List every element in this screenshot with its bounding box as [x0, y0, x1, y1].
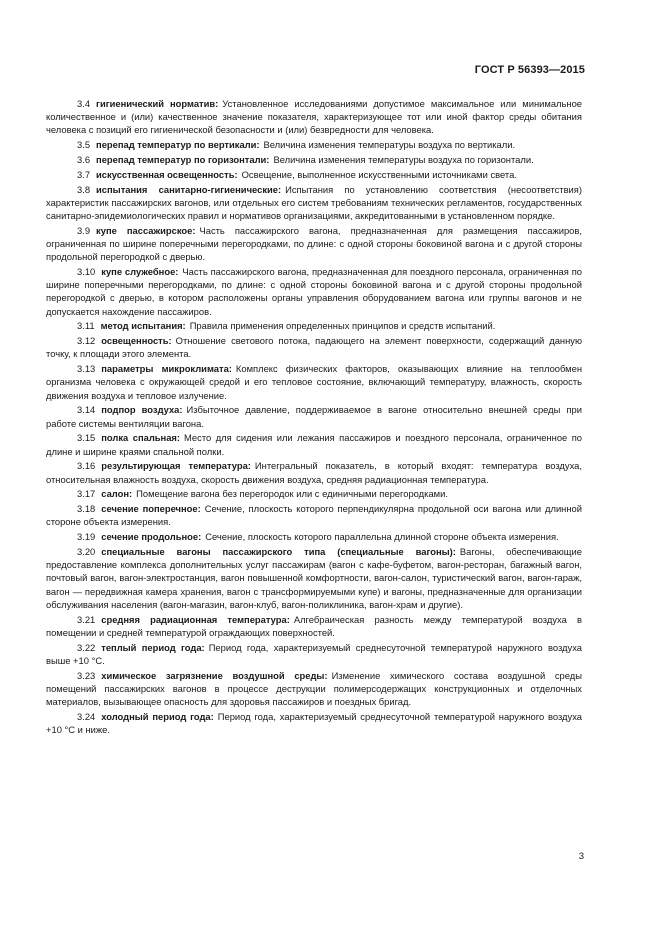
definition-entry	[46, 153, 582, 166]
definitions-list	[46, 97, 582, 738]
definition-term: холодный период года:	[101, 710, 214, 722]
definition-text: Правила применения определенных принципов и средств испытаний.	[189, 320, 496, 332]
definition-entry	[46, 319, 582, 332]
definition-text: Сечение, плоскость которого параллельна длинной стороне объекта измерения.	[205, 531, 559, 543]
definition-entry	[46, 710, 582, 736]
definition-entry	[46, 459, 582, 485]
definition-text: Отношение светового потока, падающего на элемент поверхности, содержащий данную точку, к площади этого элемента.	[46, 335, 582, 360]
definition-text: Интегральный показатель, в который входят: температура воздуха, относительная влажность воздуха, скорость движения воздуха, средняя радиационная температура.	[46, 460, 582, 485]
definition-term: теплый период года:	[101, 641, 205, 653]
definition-term: гигиенический норматив:	[96, 98, 219, 109]
definition-text: Испытания по установлению соответствия (несоответствия) характеристик пассажирских вагонов, или отдельных его систем требованиям технических регламентов, государственных санитарно-эпидемиологических правил и нормативов организациями, аккредитованными в установленном порядке.	[46, 183, 582, 221]
definition-entry	[46, 224, 582, 264]
definition-number: 3.14	[77, 404, 96, 416]
definition-term: полка спальная:	[101, 432, 181, 444]
definition-number: 3.7	[77, 168, 91, 180]
definition-text: Период года, характеризуемый среднесуточной температурой наружного воздуха выше +10 °С.	[46, 641, 582, 666]
definition-entry	[46, 362, 582, 402]
definition-entry	[46, 138, 582, 151]
definition-text: Часть пассажирского вагона, предназначенная для поездного персонала, ограниченная по ширине поперечными перегородками, по длине: с одной стороны боковиной вагона и с другой стороны продольной перегородкой с дверью, в котором расположены органы управления оборудованием вагона или группы вагонов и не допускается нахождение пассажиров.	[46, 266, 582, 317]
definition-entry	[46, 431, 582, 457]
definition-number: 3.21	[77, 613, 96, 625]
definition-entry	[46, 183, 582, 223]
page-number: 3	[578, 851, 584, 862]
definition-term: перепад температур по горизонтали:	[96, 154, 270, 165]
definition-text: Величина изменения температуры воздуха по горизонтали.	[273, 154, 534, 165]
definition-term: сечение поперечное:	[101, 503, 201, 515]
definition-entry	[46, 403, 582, 429]
definition-number: 3.20	[77, 546, 96, 557]
definition-term: параметры микроклимата:	[101, 363, 232, 375]
definition-text: Сечение, плоскость которого перпендикулярна продольной оси вагона или длинной стороне объекта измерения.	[46, 503, 582, 528]
definition-term: испытания санитарно-гигиенические:	[96, 183, 282, 195]
definition-text: Освещение, выполненное искусственными источниками света.	[241, 168, 517, 180]
definition-text: Место для сидения или лежания пассажиров и поездного персонала, ограниченное по длине и ширине краями спальной полки.	[46, 432, 582, 457]
definition-number: 3.6	[77, 154, 91, 165]
definition-entry	[46, 97, 582, 137]
definition-text: Комплекс физических факторов, оказывающих влияние на теплообмен организма человека с окружающей средой и его тепловое состояние, включающий температуру, влажность, скорость движения воздуха и тепловое излучение.	[46, 363, 582, 401]
definition-entry	[46, 545, 582, 611]
definition-entry	[46, 334, 582, 360]
definition-number: 3.15	[77, 432, 96, 444]
definition-number: 3.9	[77, 224, 91, 236]
definition-number: 3.12	[77, 335, 96, 347]
definition-number: 3.10	[77, 266, 96, 277]
definition-entry	[46, 487, 582, 500]
definition-entry	[46, 530, 582, 543]
definition-term: средняя радиационная температура:	[101, 613, 290, 625]
definition-text: Помещение вагона без перегородок или с единичными перегородками.	[136, 488, 448, 500]
definition-number: 3.11	[77, 320, 95, 332]
definition-number: 3.19	[77, 531, 96, 543]
definition-term: результирующая температура:	[101, 460, 251, 472]
definition-term: искусственная освещенность:	[96, 168, 238, 180]
definition-term: подпор воздуха:	[101, 404, 183, 416]
definition-term: перепад температур по вертикали:	[96, 139, 260, 151]
definition-entry	[46, 669, 582, 709]
definition-term: освещенность:	[101, 335, 172, 347]
definition-term: метод испытания:	[100, 320, 186, 332]
definition-term: сечение продольное:	[101, 531, 202, 543]
definition-number: 3.13	[77, 363, 96, 375]
definition-text: Часть пассажирского вагона, предназначенная для размещения пассажиров, ограниченная по ширине поперечными перегородками, по длине: с одной стороны боковиной вагона и с другой стороны продольной перегородкой с дверью.	[46, 224, 582, 263]
definition-entry	[46, 502, 582, 528]
definition-text: Изменение химического состава воздушной среды помещений пассажирских вагонов в процессе деструкции полимерсодержащих конструкционных и отделочных материалов, вызывающее опасность для здоровья пассажиров и поездных бригад.	[46, 669, 582, 708]
definition-text: Установленное исследованиями допустимое максимальное или минимальное количественное и (или) качественное значение показателя, характеризующее тот или иной фактор среды обитания человека с позиций его гигиенической безопасности и (или) безвредности для человека.	[46, 98, 582, 136]
definition-text: Период года, характеризуемый среднесуточной температурой наружного воздуха +10 °С и ниже.	[46, 710, 583, 736]
definition-entry	[46, 613, 582, 639]
definition-number: 3.23	[77, 669, 96, 681]
definition-text: Величина изменения температуры воздуха по вертикали.	[263, 139, 516, 151]
definition-number: 3.8	[77, 183, 91, 195]
definition-text: Вагоны, обеспечивающие предоставление комплекса дополнительных услуг пассажирам (вагон с кафе-буфетом, вагон-ресторан, багажный вагон, почтовый вагон, вагон-электростанция, вагон повышенной комфортности, вагон-салон, туристический вагон, вагон-гараж, вагон — передвижная камера хранения, вагон с трансформируемыми купе) и вагоны, предназначенные для организации обслуживания населения (вагон-магазин, вагон-клуб, вагон-поликлиника, вагон-храм и другие).	[46, 546, 582, 610]
definition-text: Избыточное давление, поддерживаемое в вагоне относительно внешней среды при работе системы вентиляции вагона.	[46, 404, 582, 429]
definition-term: химическое загрязнение воздушной среды:	[101, 669, 328, 681]
page-header-standard-number: ГОСТ Р 56393—2015	[474, 64, 585, 76]
definition-number: 3.5	[77, 139, 91, 151]
definition-entry	[46, 265, 582, 318]
definition-term: купе пассажирское:	[96, 224, 196, 236]
definition-term: специальные вагоны пассажирского типа (специальные вагоны):	[101, 546, 456, 557]
definition-number: 3.18	[77, 503, 96, 515]
definition-text: Алгебраическая разность между температурой воздуха в помещении и средней температурой ограждающих поверхностей.	[46, 613, 582, 638]
definition-number: 3.24	[77, 710, 96, 722]
definition-number: 3.4	[77, 98, 91, 109]
definition-term: салон:	[101, 488, 133, 500]
definition-entry	[46, 168, 582, 181]
definition-number: 3.17	[77, 488, 96, 500]
definition-entry	[46, 641, 582, 667]
definition-number: 3.16	[77, 460, 96, 472]
definition-number: 3.22	[77, 641, 96, 653]
definition-term: купе служебное:	[101, 266, 179, 277]
